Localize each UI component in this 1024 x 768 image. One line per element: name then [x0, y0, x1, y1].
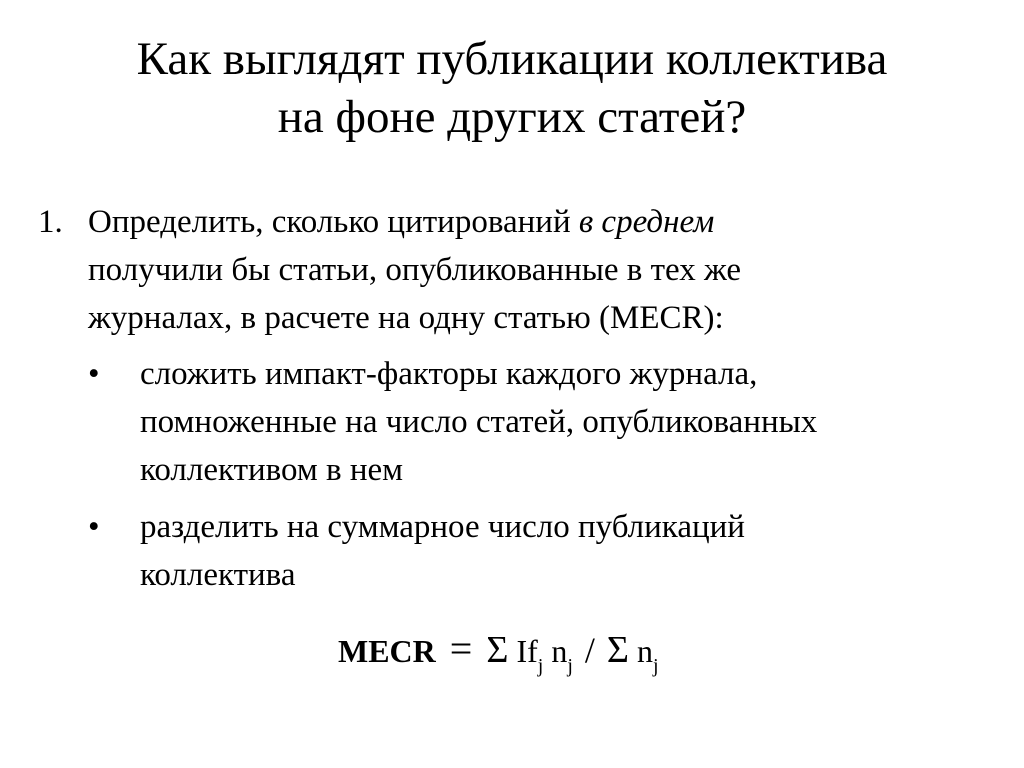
list-number-1: 1. — [38, 204, 63, 240]
item1-line-1 — [88, 198, 988, 246]
bullet1-line-3: коллективом в нем — [140, 452, 404, 488]
formula-sub-3: j — [653, 655, 659, 677]
list-item-1-text — [88, 198, 988, 342]
formula-sigma-1: Σ — [486, 629, 509, 671]
formula-sigma-2: Σ — [606, 629, 630, 671]
item1-line-2: получили бы статьи, опубликованные в тех же — [88, 252, 742, 288]
title-line-1: Как выглядят публикации коллектива — [136, 33, 888, 85]
slide-title — [0, 30, 1024, 146]
bullet-marker-1: • — [88, 356, 100, 392]
formula-equals: = — [449, 626, 473, 671]
mecr-formula — [338, 625, 659, 690]
item1-line-3: журналах, в расчете на одну статью (MECR): — [88, 300, 724, 336]
bullet1-line-1: сложить импакт-факторы каждого журнала, — [140, 356, 758, 392]
formula-n-2: n — [637, 633, 654, 669]
bullet2-line-2: коллектива — [140, 557, 296, 593]
item1-line-1-start: Определить, сколько цитирований — [88, 204, 579, 240]
formula-lhs: MECR — [338, 633, 436, 669]
item1-italic-phrase: в среднем — [578, 204, 715, 240]
title-line-2: на фоне других статей? — [277, 91, 747, 143]
formula-slash: / — [584, 630, 595, 670]
formula-sub-2: j — [567, 655, 573, 677]
formula-n-1: n — [551, 633, 568, 669]
bullet2-line-1: разделить на суммарное число публикаций — [140, 509, 745, 545]
bullet1-line-2: помноженные на число статей, опубликованных — [140, 404, 818, 440]
formula-if: If — [516, 633, 538, 669]
bullet-text-1 — [140, 350, 1000, 494]
formula-sub-1: j — [537, 655, 544, 677]
bullet-text-2 — [140, 503, 1000, 599]
bullet-marker-2: • — [88, 509, 100, 545]
